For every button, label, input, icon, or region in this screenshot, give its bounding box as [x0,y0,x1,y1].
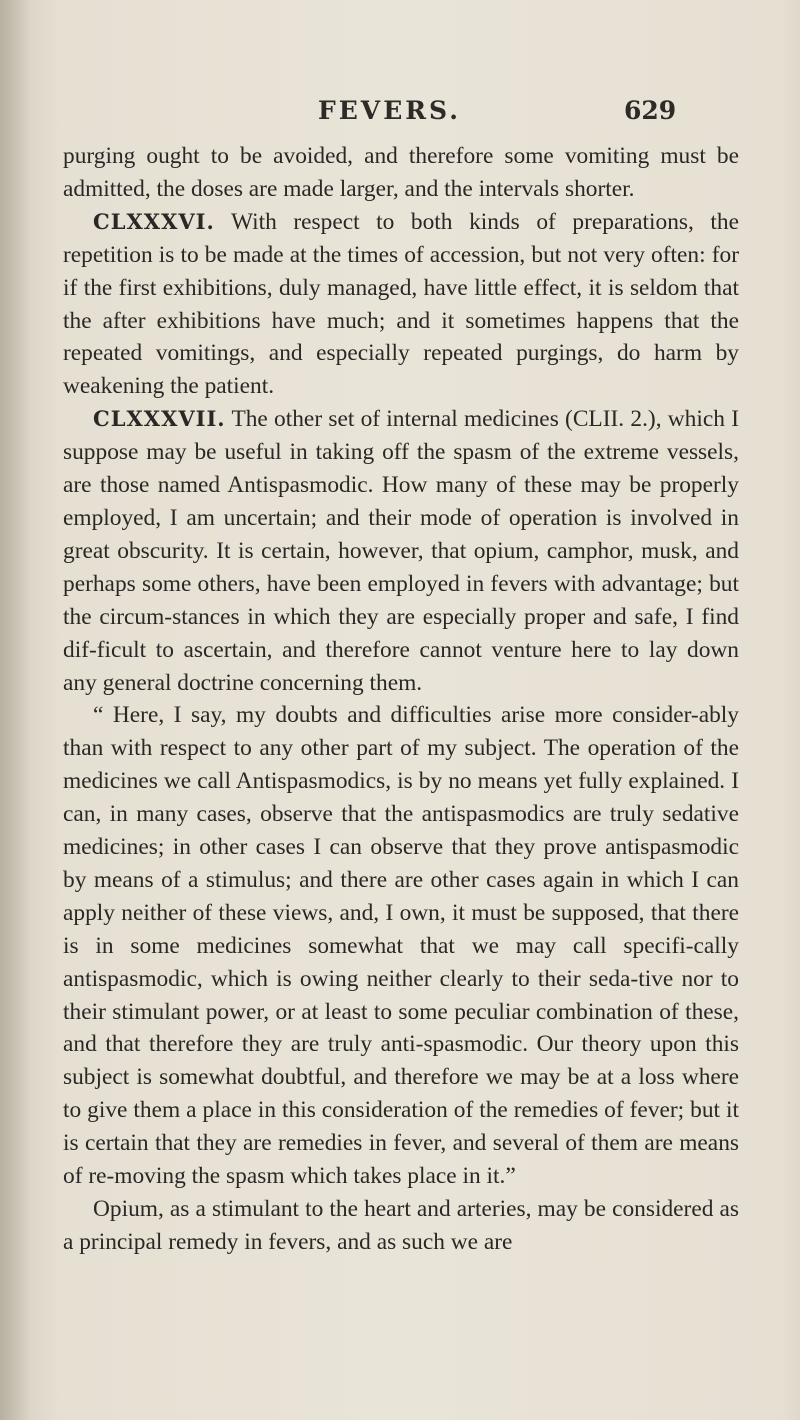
section-number: CLXXXVI. [93,208,215,234]
paragraph-text: “ Here, I say, my doubts and difficulties arise more consider-ably than with respect to any other part of my subject. The operation of the medicines we call Antispasmodics, is by no means yet fully explained. I can, in many cases, observe that the antispasmodics are truly sedative medicines; in other cases I can observe that they prove antispasmodic by means of a stimulus; and there are other cases again in which I can apply neither of these views, and, I own, it must be supposed, that there is in some medicines somewhat that we may call specifi-cally antispasmodic, which is owing neither clearly to their seda-tive nor to their stimulant power, or at least to some peculiar combination of these, and that therefore they are truly anti-spasmodic. Our theory upon this subject is somewhat doubtful, and therefore we may be at a loss where to give them a place in this consideration of the remedies of fever; but it is certain that they are remedies in fever, and several of them are means of re-moving the spasm which takes place in it.” [63,702,739,1190]
paragraph-continuation [63,140,739,206]
paragraph-quotation [63,699,739,1193]
paragraph-text: The other set of internal medicines (CLII. 2.), which I suppose may be useful in taking off the spasm of the extreme vessels, are those named Antispasmodic. How many of these may be properly employed, I am uncertain; and their mode of operation is involved in great obscurity. It is certain, however, that opium, camphor, musk, and perhaps some others, have been employed in fevers with advantage; but the circum-stances in which they are especially proper and safe, I find dif-ficult to ascertain, and therefore cannot venture here to lay down any general doctrine concerning them. [63,406,739,696]
running-head-title: FEVERS. [318,96,461,125]
section-number: CLXXXVII. [93,406,226,432]
paragraph-text: With respect to both kinds of preparations, the repetition is to be made at the times of accession, but not very often: for if the first exhibitions, duly managed, have little effect, it is seldom that the after exhibitions have much; and it sometimes happens that the repeated vomitings, and especially repeated purgings, do harm by weakening the patient. [63,208,739,400]
paragraph-opium [63,1193,739,1259]
running-head [0,96,800,136]
page-gutter-shadow [0,0,30,1420]
page-number: 629 [624,96,677,125]
paragraph-text: Opium, as a stimulant to the heart and arteries, may be considered as a principal remedy in fevers, and as such we are [63,1196,739,1255]
paragraph-clxxxvii [63,403,739,699]
body-text [63,140,739,1259]
paragraph-clxxxvi [63,206,739,403]
paragraph-text: purging ought to be avoided, and therefore some vomiting must be admitted, the doses are made larger, and the intervals shorter. [63,143,739,202]
